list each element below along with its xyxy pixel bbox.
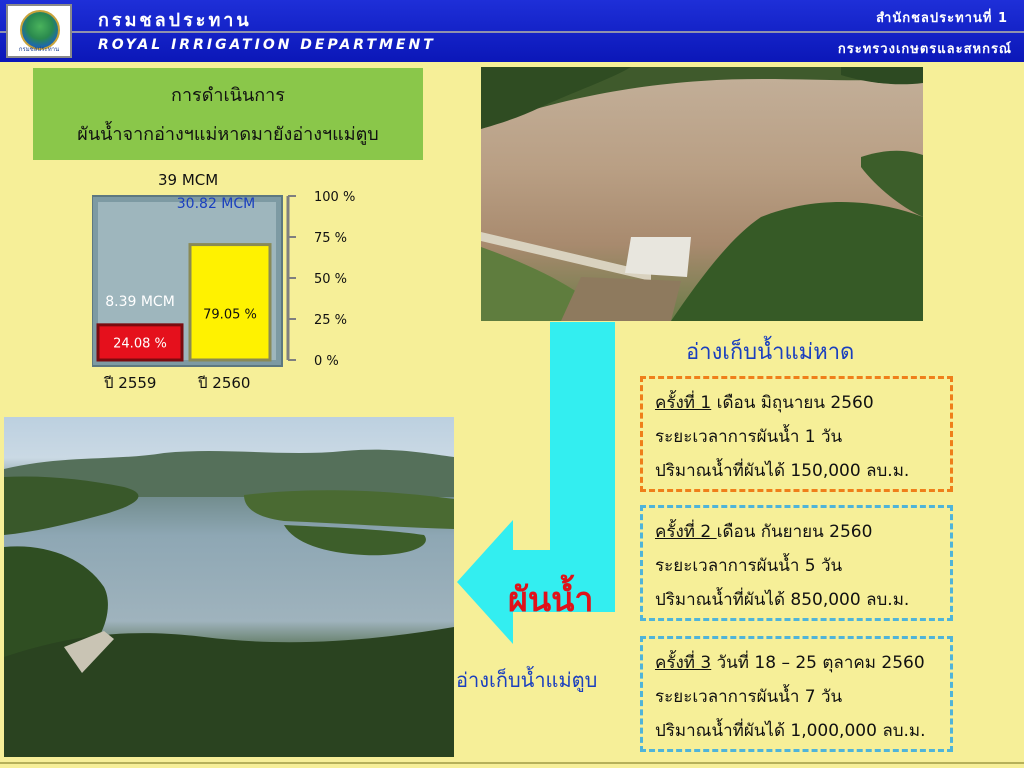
round-2-date: เดือน กันยายน 2560 xyxy=(716,522,873,542)
title-box xyxy=(33,68,423,160)
logo-caption: กรมชลประทาน xyxy=(18,46,60,53)
transfer-round-2 xyxy=(640,505,953,621)
mae-tub-reservoir-photo xyxy=(4,417,454,757)
ministry-name: กระทรวงเกษตรและสหกรณ์ xyxy=(837,42,1012,57)
rid-logo xyxy=(6,4,72,58)
dept-name-english: ROYAL IRRIGATION DEPARTMENT xyxy=(98,37,436,53)
round-1-duration: ระยะเวลาการผันน้ำ 1 วัน xyxy=(655,427,843,447)
y-tick-label: 50 % xyxy=(314,272,348,287)
round-3-duration: ระยะเวลาการผันน้ำ 7 วัน xyxy=(655,687,843,707)
round-2-volume: ปริมาณน้ำที่ผันได้ 850,000 ลบ.ม. xyxy=(655,590,910,610)
header-bar xyxy=(0,0,1024,62)
y-tick-label: 0 % xyxy=(314,354,339,369)
round-1-title-row xyxy=(655,389,874,416)
round-3-volume: ปริมาณน้ำที่ผันได้ 1,000,000 ลบ.ม. xyxy=(655,721,926,741)
mae-hat-reservoir-label: อ่างเก็บน้ำแม่หาด xyxy=(686,340,855,365)
dept-name-thai: กรมชลประทาน xyxy=(98,10,252,31)
round-2-title-row xyxy=(655,518,872,545)
volume-label-2560: 30.82 MCM xyxy=(176,196,256,212)
title-line-1: การดำเนินการ xyxy=(171,85,285,106)
round-2-number: ครั้งที่ 2 xyxy=(655,522,717,542)
round-3-number: ครั้งที่ 3 xyxy=(655,653,712,673)
round-2-duration: ระยะเวลาการผันน้ำ 5 วัน xyxy=(655,556,843,576)
bar-1-percent-label: 24.08 % xyxy=(113,336,167,352)
reservoir-bar-chart xyxy=(92,170,382,400)
mae-hat-reservoir-photo xyxy=(481,67,923,321)
category-label-2559: ปี 2559 xyxy=(104,374,157,392)
office-name: สำนักชลประทานที่ 1 xyxy=(876,11,1008,26)
round-1-number: ครั้งที่ 1 xyxy=(655,393,712,413)
footer-line xyxy=(0,762,1024,764)
transfer-round-1 xyxy=(640,376,953,492)
volume-label-2559: 8.39 MCM xyxy=(105,294,175,310)
round-3-date: วันที่ 18 – 25 ตุลาคม 2560 xyxy=(711,653,925,673)
y-tick-label: 25 % xyxy=(314,313,348,328)
transfer-round-3 xyxy=(640,636,953,752)
round-1-date: เดือน มิถุนายน 2560 xyxy=(711,393,874,413)
y-tick-label: 100 % xyxy=(314,190,356,205)
mae-tub-reservoir-label: อ่างเก็บน้ำแม่ตูบ xyxy=(456,668,598,692)
water-transfer-label: ผันน้ำ xyxy=(508,580,594,620)
title-line-2: ผันน้ำจากอ่างฯแม่หาดมายังอ่างฯแม่ตูบ xyxy=(77,124,379,145)
capacity-label: 39 MCM xyxy=(158,171,219,189)
bar-2 xyxy=(190,245,270,360)
chart-plot xyxy=(92,190,355,392)
round-3-title-row xyxy=(655,649,925,676)
round-1-volume: ปริมาณน้ำที่ผันได้ 150,000 ลบ.ม. xyxy=(655,461,910,481)
category-label-2560: ปี 2560 xyxy=(198,374,251,392)
bar-2-percent-label: 79.05 % xyxy=(203,307,257,323)
y-tick-label: 75 % xyxy=(314,231,348,246)
